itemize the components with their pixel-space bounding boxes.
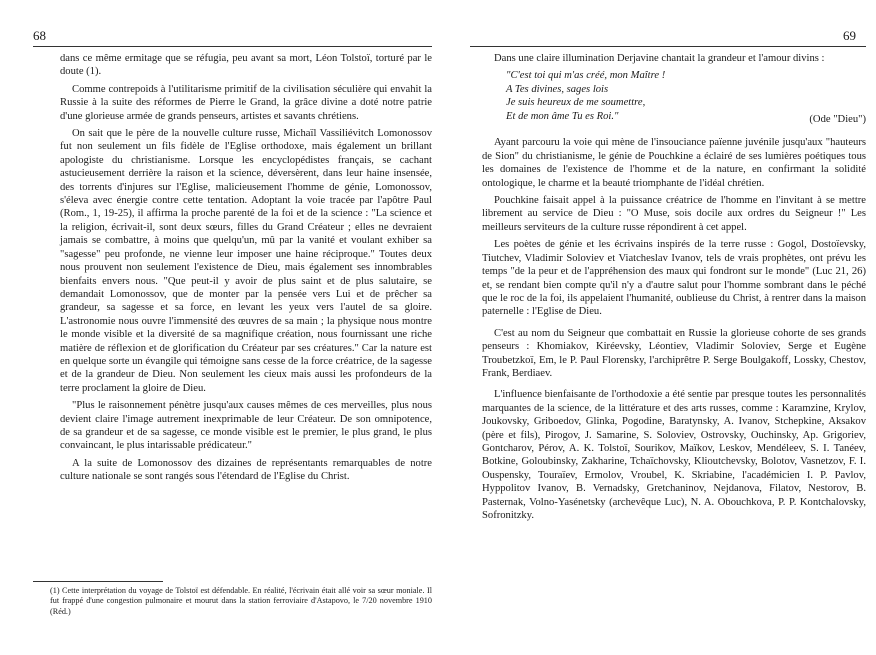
poem-line: "C'est toi qui m'as créé, mon Maître ! [506,70,666,82]
poem-line: Je suis heureux de me soumettre, [506,97,646,109]
page-number: 69 [843,28,856,43]
footnote: (1) Cette interprétation du voyage de Tolstoï est défendable. En réalité, l'écrivain était allé voir sa sœur moniale. Il fut frappé d'une congestion pulmonaire et mourut dans la station ferroviaire d'Astapovo, le 7/20 novembre 1910 (Réd.) [50,586,432,616]
paragraph: L'influence bienfaisante de l'orthodoxie a été sentie par presque toutes les personnalités marquantes de la science, de la littérature et des arts russes, comme : Karamzine, Krylov, Joukovsky, Griboedov, Glinka, Pogodine, Baratynsky, A. Ivanov, Stchepkine, Aksakov (père et fils), Pirogov, J. Samarine, S. Soloviev, Ostrovsky, Ouchinsky, Ap. Grigoriev, Gontcharov, Pérov, A. K. Tolstoï, Sourikov, Maïkov, Leskov, Mendéleev, S. I. Tanéev, Botkine, Goloubinsky, Zakharine, Tchaïchovsky, Klioutchevsky, Bolotov, Vasnetzov, F. I. Ouspensky, Touraïev, Ermolov, Vroubel, K. Skriabine, l'académicien I. P. Pavlov, Hyppolitov Ivanov, B. Vernadsky, Gretchaninov, Nejdanova, Filatov, Nestorov, B. Pasternak, Volno-Yasénetsky (archevêque Luc), N. A. Obouchkova, P. P. Kontchalovsky, Sofronitzky. [482,389,866,521]
header-rule [470,46,866,47]
header-rule [33,46,432,47]
paragraph: Comme contrepoids à l'utilitarisme primitif de la civilisation séculière qui envahit la Russie à la suite des réformes de Pierre le Grand, la grâce divine a doté notre patrie d'une glorieuse armée de grands penseurs, artistes et savants chrétiens. [60,83,432,122]
paragraph: A la suite de Lomonossov des dizaines de représentants remarquables de notre culture nationale se sont rangés sous l'étendard de l'Eglise du Christ. [60,457,432,483]
paragraph: C'est au nom du Seigneur que combattait en Russie la glorieuse cohorte de ses grands penseurs : Khomiakov, Kiréevsky, Léontiev, Vladimir Soloviev, Serge et Eugène Troubetzkoï, Em, le P. Paul Florensky, l'archiprêtre P. Serge Boulgakoff, Lossky, Chestov, Frank, Berdiaev. [482,327,866,379]
paragraph: Les poètes de génie et les écrivains inspirés de la terre russe : Gogol, Dostoïevsky, Tiutchev, Vladimir Soloviev et Viatcheslav Ivanov, tels de vrais prophètes, ont prévu les temps "de la peur et de l'appréhension des maux qui fondront sur le monde" (Luc 21, 26) et, se rendant bien compte qu'il n'y a d'autre salut pour l'homme sombrant dans le péché que le roc de la foi, ils appelaient l'humanité, oublieuse du Christ, à rentrer dans la maison paternelle : l'Eglise de Dieu. [482,239,866,318]
poem-line: A Tes divines, sages lois [506,83,609,95]
poem-source: (Ode "Dieu") [809,114,866,126]
right-page [452,0,870,655]
page-number: 68 [33,28,46,43]
paragraph: Dans une claire illumination Derjavine chantait la grandeur et l'amour divins : [494,53,825,64]
paragraph: Pouchkine faisait appel à la puissance créatrice de l'homme en l'invitant à se mettre librement au service de Dieu : "O Muse, sois docile aux ordres du Seigneur !" Les meilleurs serviteurs de la culture russe répondirent à cet appel. [482,195,866,233]
paragraph: Ayant parcouru la voie qui mène de l'insouciance païenne juvénile jusqu'aux "hauteurs de Sion" du christianisme, le génie de Pouchkine a éclairé de ses lumières poétiques tous les domaines de l'existence de l'homme et de la nature, en confirmant la solidité ontologique, le charme et la beauté triomphante de l'idéal chrétien. [482,137,866,189]
poem-line: Et de mon âme Tu es Roi." [506,110,619,122]
paragraph: dans ce même ermitage que se réfugia, peu avant sa mort, Léon Tolstoï, torturé par le doute (1). [60,53,432,78]
footnote-rule [33,581,163,582]
page-body [60,52,432,488]
paragraph: "Plus le raisonnement pénètre jusqu'aux causes mêmes de ces merveilles, plus nous devient claire l'image autrement inexprimable de leur Créateur. De son omnipotence, de sa grandeur et de sa sagesse, ce monde visible est le premier, le plus grand, le plus convaincant, le plus intarissable prédicateur." [60,400,432,452]
paragraph: On sait que le père de la nouvelle culture russe, Michaïl Vassiliévitch Lomonossov fut non seulement un fils fidèle de l'Eglise orthodoxe, mais également un brillant apologiste du christianisme. Lorsque les encyclopédistes français, se cachant astucieusement derrière la raison et la science, déversèrent, dans leur haine insensée, des torrents d'injures sur l'Eglise, malicieusement l'homme de génie, Lomonossov, s'éleva avec énergie contre cette tentation. Adoptant la voie tracée par l'apôtre Paul (Rom., 1, 19-25), il affirma la proche parenté de la foi et de la science : "La science et la religion, écrivait-il, sont deux sœurs, filles du Grand Créateur ; elles ne devraient jamais se combattre, à moins que quelqu'un, mû par la vanité et voulant exhiber sa "sagesse" peu profonde, ne vienne leur imposer une haine réciproque." Toutes deux nous prouvent non seulement l'existence de Dieu, mais également ses innombrables bienfaits envers nous. "Que peut-il y avoir de plus saint et de plus salutaire, se demandait Lomonossov, que de monter par la pensée vers Lui et de prêcher sa grandeur, sa sagesse et sa force, en levant les yeux vers l'autel de sa gloire. L'astronomie nous ouvre l'immensité des œuvres de sa main ; la physique nous montre le monde visible et la diversité de sa magnifique création, nous fournissant une riche matière de réflexion et de glorification du Créateur par ses créatures." Car la nature est en quelque sorte un évangile qui témoigne sans cesse de la force créatrice, de la sagesse et de la grandeur de Dieu. Non seulement les cieux mais aussi les profondeurs de la terre proclament la gloire de Dieu. [60,128,432,394]
page-body [482,52,866,526]
